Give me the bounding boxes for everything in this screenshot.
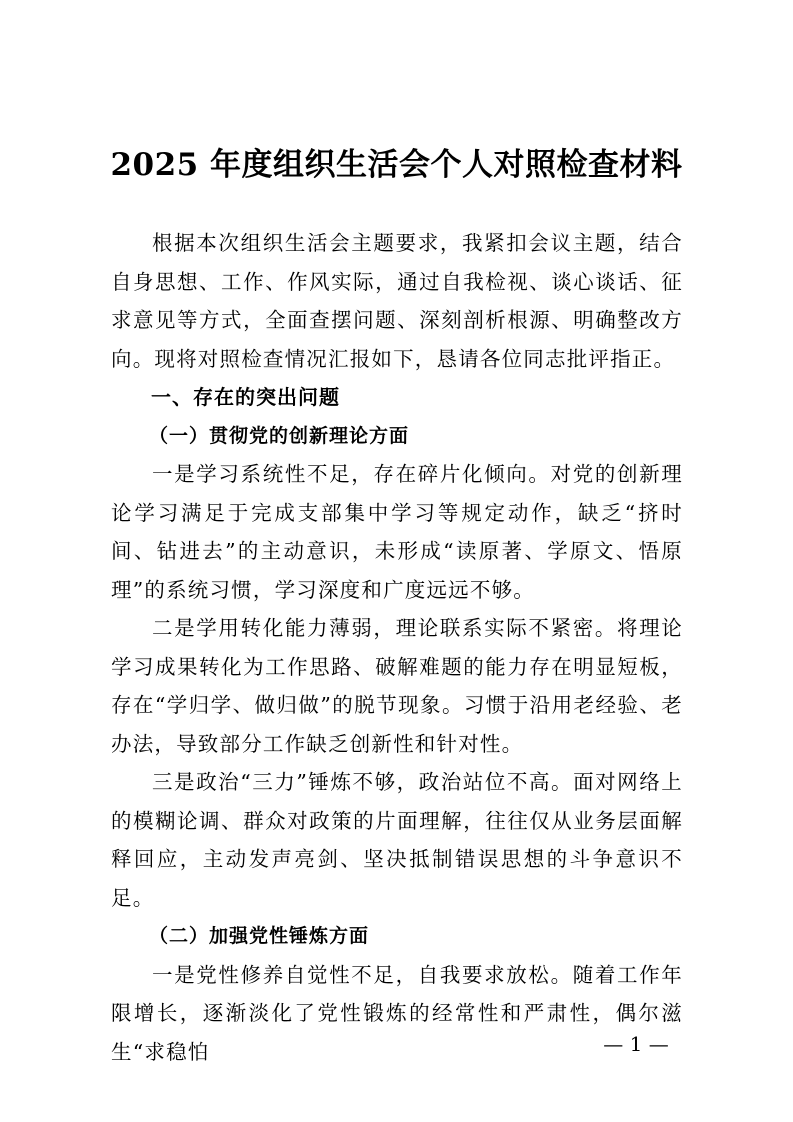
- section-heading: 一、存在的突出问题: [151, 385, 340, 409]
- body-paragraph: 二是学用转化能力薄弱，理论联系实际不紧密。将理论学习成果转化为工作思路、破解难题的能力存在明显短板，存在“学归学、做归做”的脱节现象。习惯于沿用老经验、老办法，导致部分工作缺乏创新性和针对性。: [111, 616, 683, 756]
- body-paragraph: 一是学习系统性不足，存在碎片化倾向。对党的创新理论学习满足于完成支部集中学习等规定动作，缺乏“挤时间、钻进去”的主动意识，未形成“读原著、学原文、悟原理”的系统习惯，学习深度和广度远远不够。: [111, 462, 683, 602]
- intro-paragraph: 根据本次组织生活会主题要求，我紧扣会议主题，结合自身思想、工作、作风实际，通过自我检视、谈心谈话、征求意见等方式，全面查摆问题、深刻剖析根源、明确整改方向。现将对照检查情况汇报如下，恳请各位同志批评指正。: [111, 231, 683, 371]
- body-paragraph: 三是政治“三力”锤炼不够，政治站位不高。面对网络上的模糊论调、群众对政策的片面理解，往往仅从业务层面解释回应，主动发声亮剑、坚决抵制错误思想的斗争意识不足。: [111, 770, 683, 910]
- body-paragraph: 一是党性修养自觉性不足，自我要求放松。随着工作年限增长，逐渐淡化了党性锻炼的经常性和严肃性，偶尔滋生“求稳怕: [111, 962, 683, 1064]
- document-title: 2025 年度组织生活会个人对照检查材料: [110, 147, 683, 183]
- subsection-heading: （一）贯彻党的创新理论方面: [149, 424, 410, 447]
- document-body: [111, 224, 683, 1071]
- subsection-heading: （二）加强党性锤炼方面: [149, 925, 370, 947]
- page-number: — 1 —: [603, 1032, 669, 1056]
